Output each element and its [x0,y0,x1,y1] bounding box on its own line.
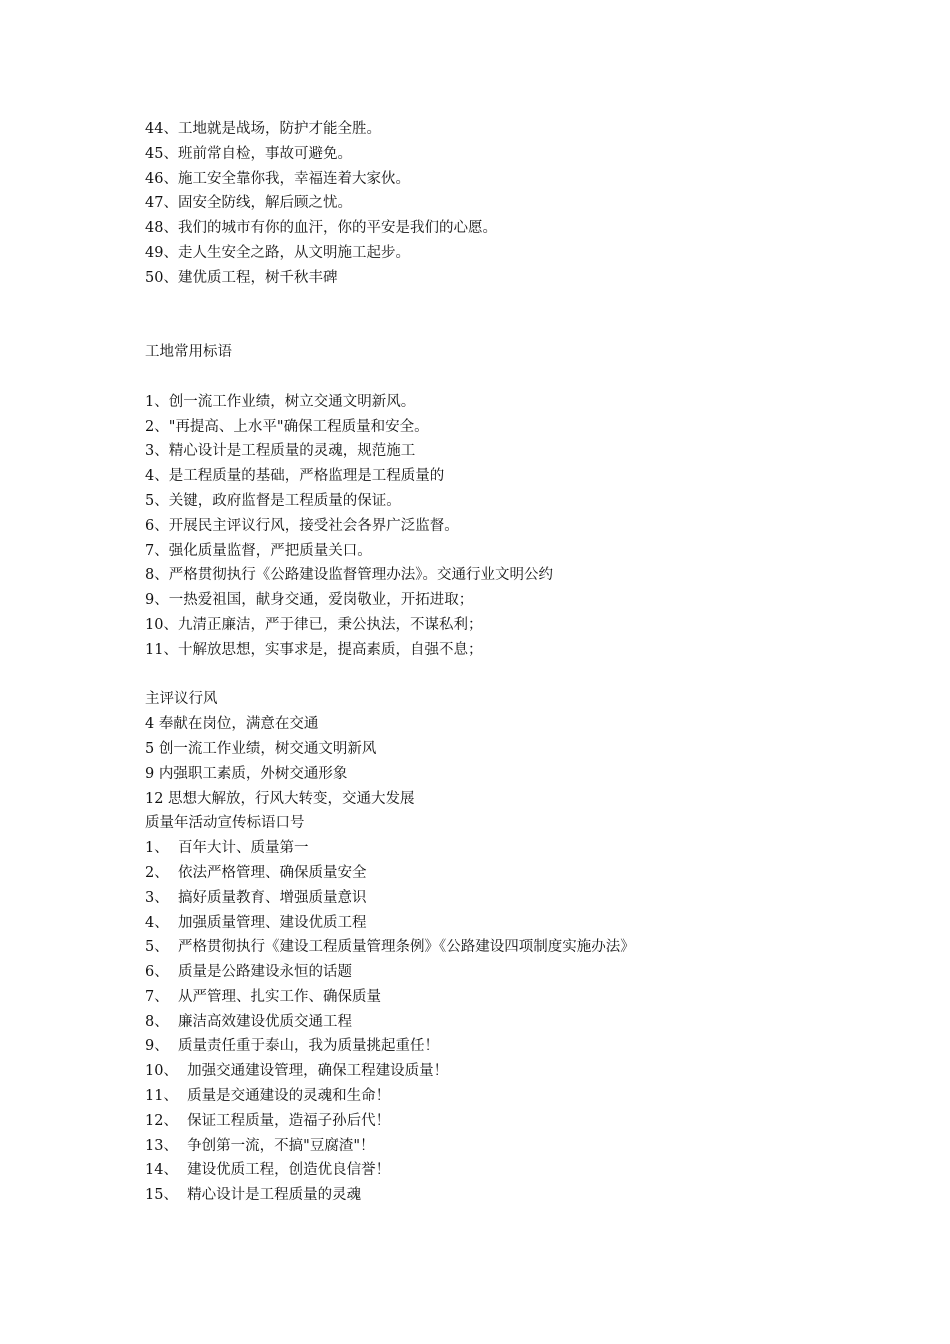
section-gap [145,365,905,390]
list-item: 7、 从严管理、扎实工作、确保质量 [145,988,381,1005]
quality-slogan-list [145,836,905,1208]
list-item: 4、是工程质量的基础，严格监理是工程质量的 [145,468,445,485]
list-item: 2、"再提高、上水平"确保工程质量和安全。 [145,418,429,435]
common-slogan-list [145,390,905,663]
list-item: 8、 廉洁高效建设优质交通工程 [145,1013,352,1030]
list-item: 6、开展民主评议行风，接受社会各界广泛监督。 [145,517,459,534]
section-gap [145,291,905,341]
list-item: 12、 保证工程质量，造福子孙后代！ [145,1112,391,1129]
list-item: 15、 精心设计是工程质量的灵魂 [145,1187,362,1204]
section-title-review: 主评议行风 [145,691,218,708]
list-item: 5、 严格贯彻执行《建设工程质量管理条例》《公路建设四项制度实施办法》 [145,939,635,956]
list-item: 8、严格贯彻执行《公路建设监督管理办法》。交通行业文明公约 [145,567,553,584]
list-item: 9 内强职工素质，外树交通形象 [145,765,348,782]
list-item: 3、 搞好质量教育、增强质量意识 [145,889,367,906]
list-item: 47、固安全防线，解后顾之忧。 [145,195,352,212]
intro-slogan-list [145,117,905,291]
list-item: 11、十解放思想，实事求是，提高素质，自强不息； [145,641,483,658]
list-item: 9、 质量责任重于泰山，我为质量挑起重任！ [145,1038,439,1055]
list-item: 9、一热爱祖国，献身交通，爱岗敬业，开拓进取； [145,592,474,609]
list-item: 50、建优质工程，树千秋丰碑 [145,269,338,286]
list-item: 5、关键，政府监督是工程质量的保证。 [145,492,401,509]
section-title-common: 工地常用标语 [145,344,232,361]
list-item: 6、 质量是公路建设永恒的话题 [145,964,352,981]
list-item: 49、走人生安全之路，从文明施工起步。 [145,244,410,261]
section-gap [145,663,905,688]
list-item: 45、班前常自检，事故可避免。 [145,145,352,162]
list-item: 48、我们的城市有你的血汗，你的平安是我们的心愿。 [145,220,497,237]
list-item: 13、 争创第一流，不搞"豆腐渣"！ [145,1137,375,1154]
list-item: 12 思想大解放，行风大转变，交通大发展 [145,790,415,807]
review-slogan-list [145,712,905,811]
list-item: 11、 质量是交通建设的灵魂和生命！ [145,1088,391,1105]
list-item: 4 奉献在岗位，满意在交通 [145,716,319,733]
list-item: 44、工地就是战场，防护才能全胜。 [145,121,381,137]
list-item: 14、 建设优质工程，创造优良信誉！ [145,1162,391,1179]
list-item: 4、 加强质量管理、建设优质工程 [145,914,367,931]
list-item: 3、精心设计是工程质量的灵魂，规范施工 [145,443,416,460]
list-item: 5 创一流工作业绩，树交通文明新风 [145,740,377,757]
list-item: 2、 依法严格管理、确保质量安全 [145,864,367,881]
section-title-quality: 质量年活动宣传标语口号 [145,815,305,832]
list-item: 10、九清正廉洁，严于律已，秉公执法，不谋私利； [145,616,483,633]
list-item: 46、施工安全靠你我，幸福连着大家伙。 [145,170,410,187]
list-item: 1、 百年大计、质量第一 [145,840,309,857]
list-item: 1、创一流工作业绩，树立交通文明新风。 [145,393,416,410]
list-item: 7、强化质量监督，严把质量关口。 [145,542,372,559]
list-item: 10、 加强交通建设管理，确保工程建设质量！ [145,1063,449,1080]
document-page [145,117,905,1208]
